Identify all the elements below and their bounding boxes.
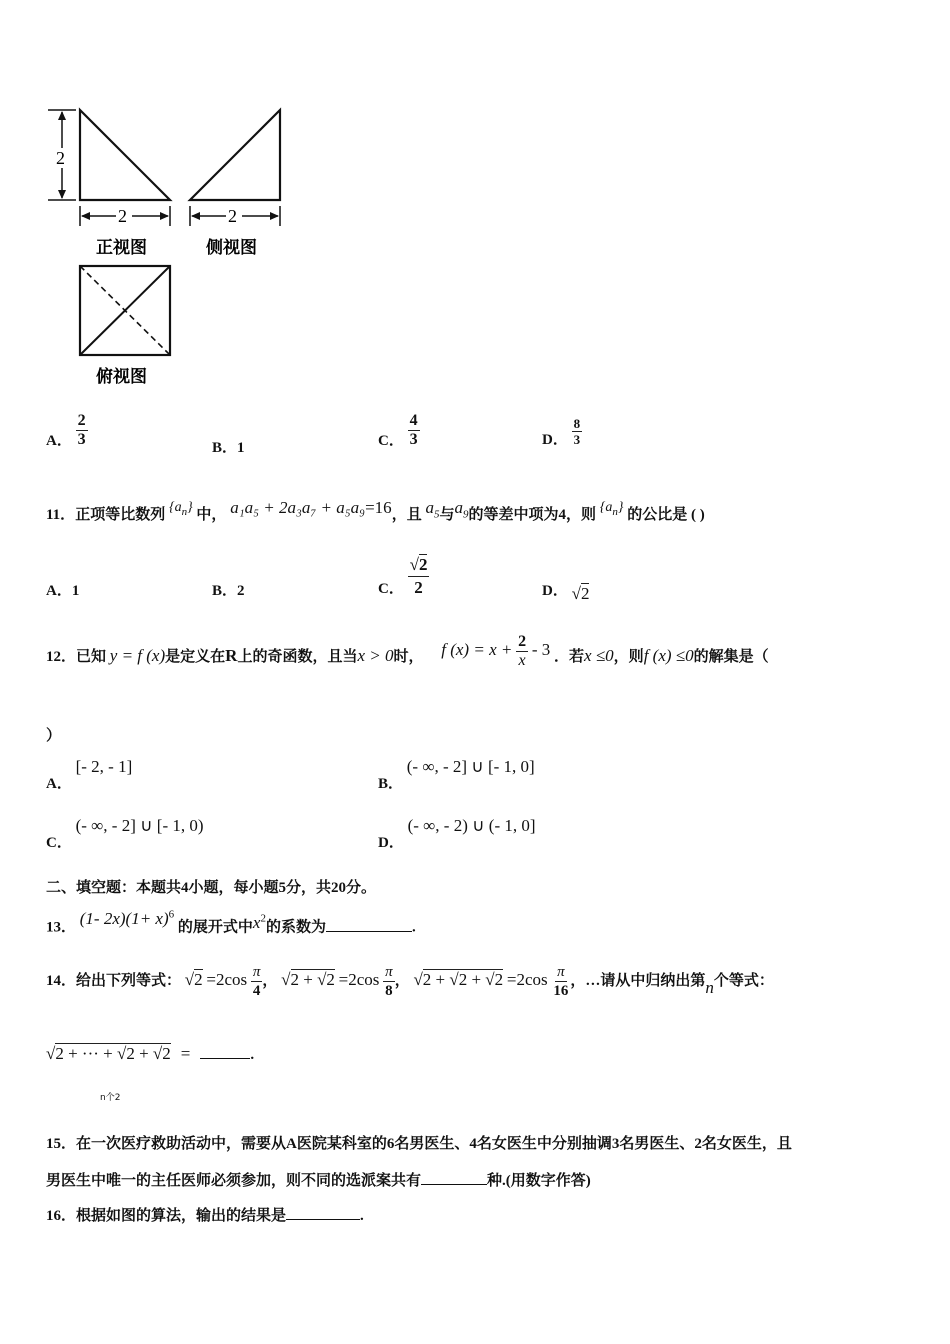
q13-text-2: 的系数为 [265,919,326,936]
q11-text-2: 中， [196,507,227,523]
q11-option-b-label: B． [212,583,238,599]
q14-answer-blank[interactable] [200,1044,250,1059]
q11-a9: $a_9$ [454,498,469,521]
q13-end: . [411,919,416,936]
q11-sequence-an-2: $\{a_n\}$ [599,500,624,518]
q12-option-d-value: (- ∞, - 2) ∪ (- 1, 0] [407,816,536,835]
side-view-label: 侧视图 [206,238,257,258]
q10-option-b[interactable] [212,436,245,457]
q11-number: 11． [46,507,76,523]
q12-option-d-label: D． [378,835,404,851]
q12-text-1: 已知 [76,649,107,665]
q10-c-den: 3 [409,431,418,448]
q11-c-den: 2 [414,578,423,597]
side-width-arrow-right [270,212,279,220]
q14-text-1: 给出下列等式： [76,973,182,989]
q13-answer-blank[interactable] [326,917,412,932]
q16-text: 16．根据如图的算法，输出的结果是 [46,1208,287,1224]
side-width-label: 2 [228,206,237,226]
q16-end: . [360,1208,364,1224]
q11-option-d-label: D． [542,583,568,599]
q14-text-3: 个等式： [713,973,774,989]
height-arrow-up [58,111,66,120]
q14-general-eq: = [180,1044,191,1063]
q14-general-lhs: √2 + ··· + √2 + √2 [46,1044,171,1063]
q14-number: 14． [46,973,77,989]
q10-c-num: 4 [409,412,418,429]
q12-number: 12． [46,649,77,665]
q10-option-a-label: A． [46,432,72,449]
q13-expression: (1- $2x)(1+ x)^6$ [79,908,175,928]
side-view-triangle [190,110,280,200]
front-width-arrow-left [81,212,90,220]
q11-a5: $a_5$ [425,498,440,521]
q11-option-d[interactable] [542,579,590,603]
front-width-arrow-right [160,212,169,220]
section-2-heading: 二、填空题：本题共4小题，每小题5分，共20分。 [46,880,377,896]
q11-option-a[interactable] [46,579,79,600]
q14-sep-2: ， [394,973,410,989]
q15-line-2b: 种.(用数字作答) [487,1173,591,1189]
q10-option-c-label: C． [378,432,404,449]
q11-option-a-value: 1 [71,583,80,599]
q12-stem [46,633,769,677]
q11-option-a-label: A． [46,583,72,599]
q11-text-5: 的等差中项为4，则 [468,507,596,523]
q11-option-c-label: C． [378,580,404,597]
q12-inequality: f (x) ≤0 [643,646,694,665]
q10-a-den: 3 [77,431,86,448]
q12-option-b-value: (- ∞, - 2] ∪ [- 1, 0] [406,757,535,776]
q10-option-c-fraction [408,412,420,449]
q10-option-d[interactable] [542,416,582,447]
front-view-triangle [80,110,170,200]
q12-option-a[interactable] [46,756,133,792]
q15-answer-blank[interactable] [421,1170,487,1185]
q13-text-1: 的展开式中 [177,919,253,936]
top-view-label: 俯视图 [96,367,147,387]
q14-sep-1: ， [262,973,278,989]
q12-option-c-value: (- ∞, - 2] ∪ [- 1, 0) [75,816,204,835]
q12-close-paren: ） [46,728,62,744]
q10-a-num: 2 [77,412,86,429]
q14-equation-2: √2 + √2 =2cos $\frac{\pi}{8}$ [281,964,393,1000]
q12-option-d[interactable] [378,815,536,851]
q11-c-num: √2 [408,554,430,577]
q14-equation-1: √2 =2cos $\frac{\pi}{4}$ [184,964,261,1000]
side-width-arrow-left [191,212,200,220]
q11-text-6: 的公比是 ( ) [627,507,705,523]
q15-line-2a: 男医生中唯一的主任医师必须参加，则不同的选派案共有 [46,1173,422,1189]
q12-condition-2: x ≤0 [584,646,614,665]
q10-d-num: 8 [573,416,581,431]
q13-x-squared: $x^2$ [252,912,266,932]
three-view-figure [40,100,300,387]
q12-definition: f (x) = x + $\frac{2}{x}$ - 3 [441,633,551,670]
q14-stem [46,960,774,1001]
q11-equation-lhs: a₁a₅ + 2a₃a₇ + a₅a₉ [230,498,366,517]
q12-text-6: ，则 [613,649,644,665]
q11-text-1: 正项等比数列 [75,507,166,523]
q12-option-a-label: A． [46,776,72,792]
height-dim-label: 2 [56,148,65,168]
q10-option-d-label: D． [542,431,568,448]
q13 [46,904,416,946]
q14-end: . [250,1047,255,1063]
q12-text-4: 时， [393,649,424,665]
q13-number: 13． [46,919,77,936]
q16-answer-blank[interactable] [286,1205,360,1220]
q14-equation-3: √2 + √2 + √2 =2cos $\frac{\pi}{16}$ [413,964,569,1000]
q11-stem [46,497,705,537]
q11-equation-rhs: =16 [365,498,392,517]
q11-option-d-value: √2 [571,584,590,603]
q12-text-3: 上的奇函数，且当 [237,649,358,665]
q12-option-c-label: C． [46,835,72,851]
q11-sequence-an: $\{a_n\}$ [168,500,193,518]
q10-option-a-fraction [76,412,88,449]
q12-option-a-value: [- 2, - 1] [75,757,133,776]
q16 [46,1204,364,1225]
q12-option-c[interactable] [46,815,204,851]
q12-condition: x > 0 [357,646,394,665]
q14-text-2: ，…请从中归纳出第 [570,973,706,989]
q12-reals: R [225,646,238,665]
front-view-label: 正视图 [96,238,147,258]
q14-general-equation [46,1044,254,1064]
q11-text-3: ，且 [391,507,422,523]
q10-d-den: 3 [573,432,581,447]
q11-option-b[interactable] [212,579,245,600]
q12-text-5: ．若 [554,649,585,665]
q12-option-b-label: B． [378,776,404,792]
q15-line-2 [46,1169,591,1190]
q10-option-d-fraction [572,416,583,447]
q14-n: n [705,978,714,997]
q12-option-b[interactable] [378,756,535,792]
front-width-label: 2 [118,206,127,226]
q11-option-c-fraction [408,554,430,599]
height-arrow-down [58,190,66,199]
q14-under-brace-label: n个2 [100,1093,121,1103]
q15-line-1: 15．在一次医疗救助活动中，需要从A医院某科室的6名男医生、4名女医生中分别抽调3名男医生、2名女医生，且 [46,1136,792,1152]
q11-text-4: 与 [439,507,455,523]
q10-option-c[interactable] [378,412,420,449]
q10-option-b-value: 1 [237,440,245,456]
q12-text-7: 的解集是（ [693,649,769,665]
q10-option-b-label: B． [212,440,238,456]
q12-text-2: 是定义在 [165,649,226,665]
q11-option-c[interactable] [378,554,429,599]
q11-option-b-value: 2 [237,583,245,599]
q12-function: y = f (x) [109,646,166,665]
q10-option-a[interactable] [46,412,88,449]
